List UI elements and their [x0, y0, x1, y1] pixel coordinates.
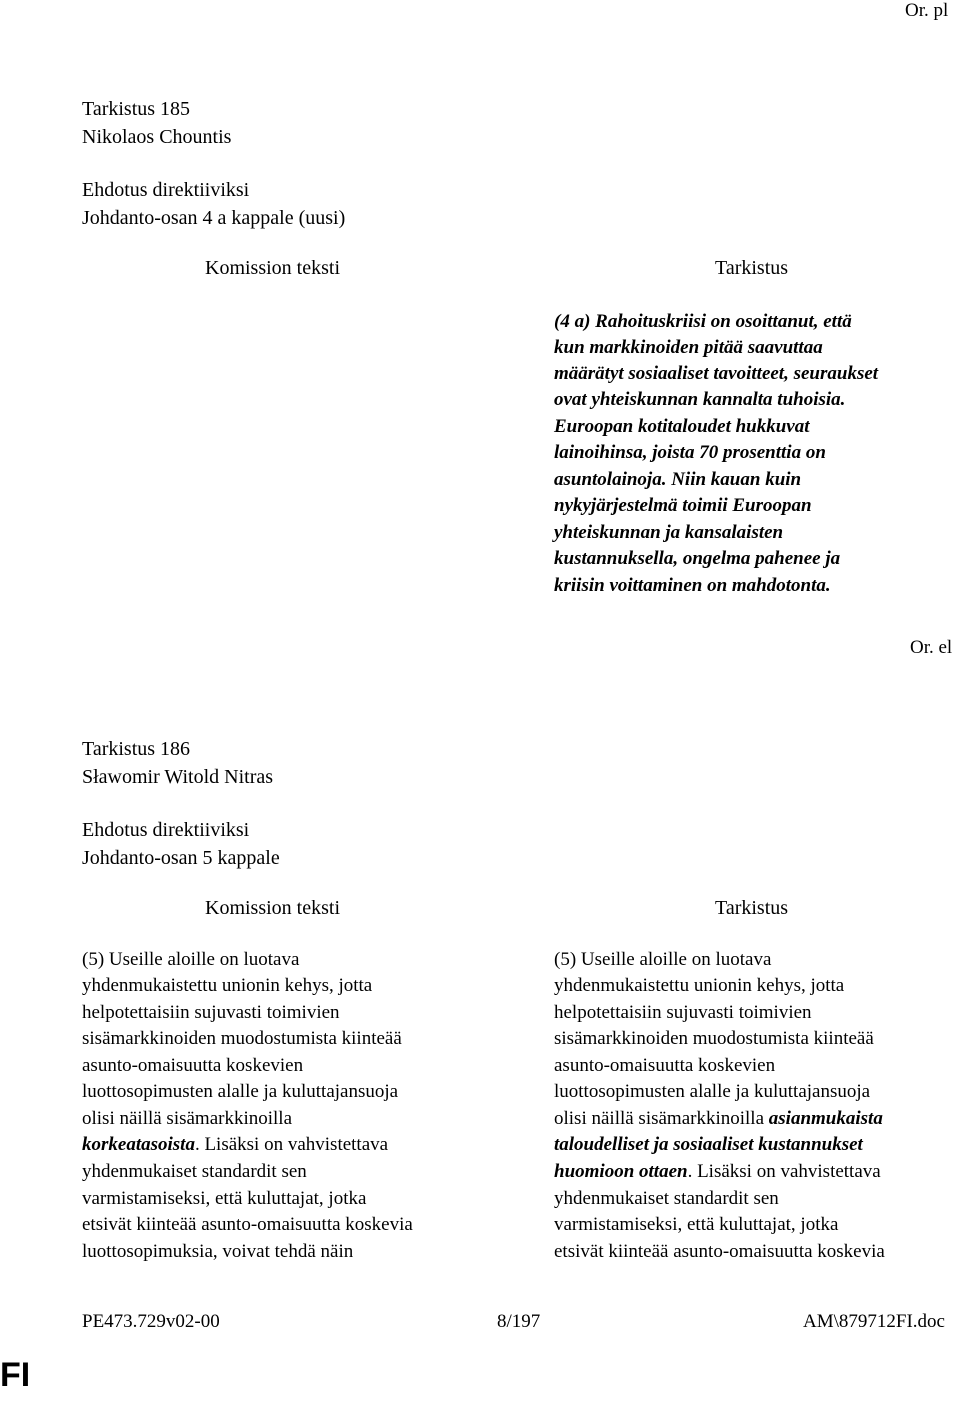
text-line: varmistamiseksi, että kuluttajat, jotka [82, 1188, 367, 1209]
text-line: olisi näillä sisämarkkinoilla [82, 1108, 293, 1129]
text-line [554, 1106, 883, 1132]
amendment-author: Sławomir Witold Nitras [82, 766, 274, 788]
text-line: helpotettaisiin sujuvasti toimivien [554, 1002, 812, 1023]
text-line: etsivät kiinteää asunto-omaisuutta koskevia [554, 1241, 885, 1262]
text-line: yhdenmukaiset standardit sen [82, 1161, 307, 1182]
text-line: kun markkinoiden pitää saavuttaa [554, 337, 823, 358]
original-language-top: Or. pl [905, 0, 949, 21]
column-heading-amendment: Tarkistus [715, 897, 789, 919]
text-line: määrätyt sosiaaliset tavoitteet, seuraukset [554, 363, 879, 384]
added-text: taloudelliset ja sosiaaliset kustannukset [554, 1134, 863, 1155]
text-line: sisämarkkinoiden muodostumista kiinteää [82, 1028, 402, 1049]
text-line: kustannuksella, ongelma pahenee ja [554, 548, 841, 569]
page-number: 8/197 [497, 1311, 541, 1332]
amendment-author: Nikolaos Chountis [82, 126, 232, 148]
text-fragment: . Lisäksi on vahvistettava [687, 1161, 881, 1182]
section-label: Johdanto-osan 4 a kappale (uusi) [82, 207, 346, 229]
text-line: yhdenmukaiset standardit sen [554, 1188, 779, 1209]
amendment-number: Tarkistus 186 [82, 738, 191, 760]
proposal-label: Ehdotus direktiiviksi [82, 819, 250, 841]
added-text: asianmukaista [768, 1108, 883, 1129]
text-line [554, 1159, 881, 1185]
text-line: lainoihinsa, joista 70 prosenttia on [554, 442, 826, 463]
proposal-label: Ehdotus direktiiviksi [82, 179, 250, 201]
document-reference: PE473.729v02-00 [82, 1311, 220, 1332]
text-fragment: . Lisäksi on vahvistettava [194, 1134, 389, 1155]
text-line: Euroopan kotitaloudet hukkuvat [554, 416, 810, 437]
text-line: sisämarkkinoiden muodostumista kiinteää [554, 1028, 874, 1049]
section-label: Johdanto-osan 5 kappale [82, 847, 280, 869]
text-line: asunto-omaisuutta koskevien [554, 1055, 776, 1076]
text-line: (4 a) Rahoituskriisi on osoittanut, että [554, 311, 852, 332]
column-heading-amendment: Tarkistus [715, 257, 789, 279]
text-line: yhdenmukaistettu unionin kehys, jotta [82, 975, 373, 996]
text-line: yhteiskunnan ja kansalaisten [554, 522, 784, 543]
text-line: etsivät kiinteää asunto-omaisuutta koskevia [82, 1214, 413, 1235]
amendment-number: Tarkistus 185 [82, 98, 191, 120]
added-text: huomioon ottaen [554, 1161, 688, 1182]
original-language: Or. el [910, 637, 953, 658]
text-line: kriisin voittaminen on mahdotonta. [554, 575, 831, 596]
text-line [82, 1132, 388, 1158]
text-line: luottosopimusten alalle ja kuluttajansuoja [554, 1081, 871, 1102]
text-line: luottosopimusten alalle ja kuluttajansuoja [82, 1081, 399, 1102]
text-fragment: olisi näillä sisämarkkinoilla [554, 1108, 769, 1129]
deleted-text: korkeatasoista [82, 1134, 195, 1155]
document-filename: AM\879712FI.doc [803, 1311, 945, 1332]
text-line: asuntolainoja. Niin kauan kuin [554, 469, 802, 490]
text-line: (5) Useille aloille on luotava [82, 949, 300, 970]
text-line: luottosopimuksia, voivat tehdä näin [82, 1241, 354, 1262]
text-line: helpotettaisiin sujuvasti toimivien [82, 1002, 340, 1023]
text-line: yhdenmukaistettu unionin kehys, jotta [554, 975, 845, 996]
text-line: ovat yhteiskunnan kannalta tuhoisia. [554, 389, 846, 410]
column-heading-commission: Komission teksti [205, 257, 341, 279]
column-heading-commission: Komission teksti [205, 897, 341, 919]
language-code: FI [0, 1356, 31, 1394]
text-line: nykyjärjestelmä toimii Euroopan [554, 495, 812, 516]
text-line: asunto-omaisuutta koskevien [82, 1055, 304, 1076]
text-line: (5) Useille aloille on luotava [554, 949, 772, 970]
text-line: varmistamiseksi, että kuluttajat, jotka [554, 1214, 839, 1235]
